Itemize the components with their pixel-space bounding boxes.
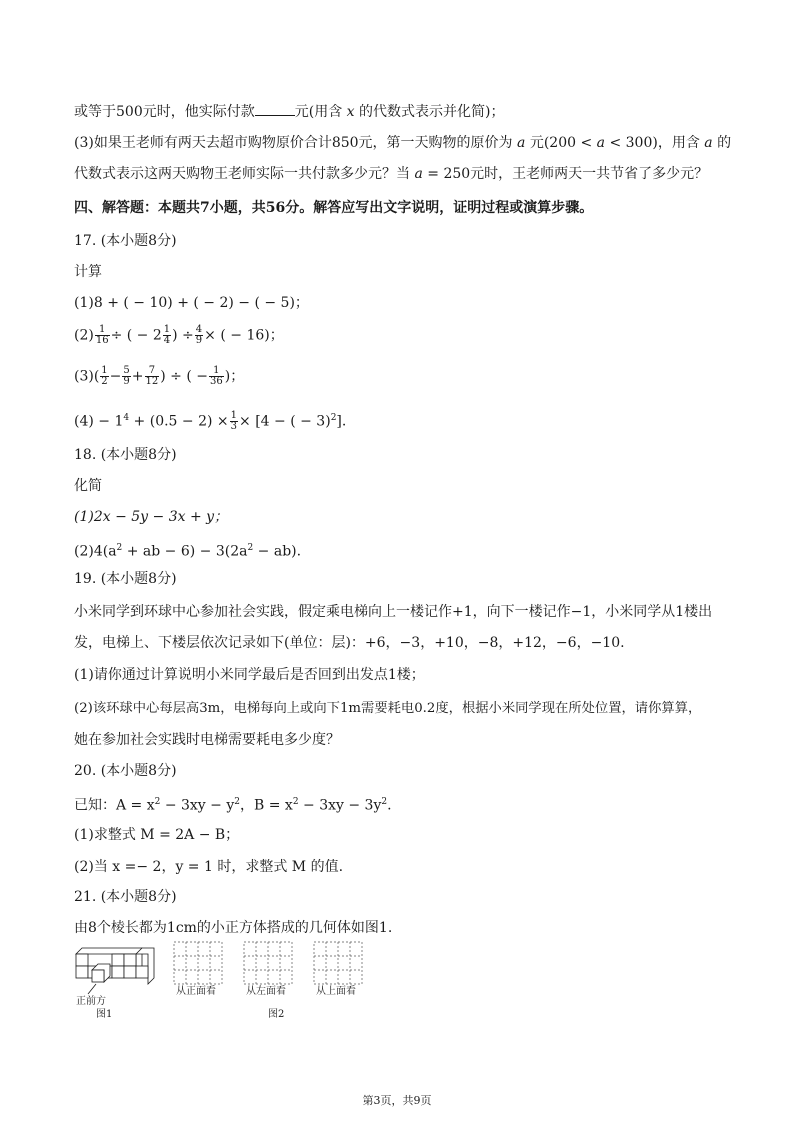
pointer-line bbox=[88, 984, 96, 994]
front-direction-label: 正前方 bbox=[76, 996, 106, 1007]
q17-part1: (1)8 + ( − 10) + ( − 2) − ( − 5)； bbox=[74, 295, 309, 311]
numerator: 1 bbox=[230, 410, 238, 422]
q21-para: 由8个棱长都为1cm的小正方体搭成的几何体如图1. bbox=[74, 920, 393, 936]
q21-heading: 21. (本小题8分) bbox=[74, 889, 177, 905]
left-view-label: 从左面看 bbox=[246, 986, 286, 997]
q18-heading: 18. (本小题8分) bbox=[74, 447, 177, 463]
q20-given bbox=[74, 793, 392, 815]
text: < 300)，用含 bbox=[609, 135, 700, 151]
q19-part1: (1)请你通过计算说明小米同学最后是否回到出发点1楼； bbox=[74, 667, 425, 683]
fraction bbox=[163, 325, 171, 346]
exponent: 2 bbox=[247, 543, 254, 553]
numerator: 4 bbox=[195, 324, 203, 335]
page-footer: 第3页，共9页 bbox=[362, 1094, 432, 1107]
front-view-label: 从正面看 bbox=[176, 986, 216, 997]
q17-part2 bbox=[74, 325, 284, 346]
cube bbox=[92, 970, 104, 982]
denominator: 4 bbox=[163, 335, 171, 346]
var-a: a bbox=[517, 135, 526, 151]
fraction bbox=[230, 411, 238, 432]
denominator: 36 bbox=[210, 376, 223, 387]
fraction bbox=[122, 366, 130, 387]
q18-part2 bbox=[74, 539, 301, 561]
cube bbox=[112, 954, 124, 966]
q18-part1: (1)2x − 5y − 3x + y； bbox=[74, 509, 229, 525]
q16-part3-line1 bbox=[74, 134, 731, 152]
text: 代数式表示这两天购物王老师实际一共付款多少元？当 bbox=[74, 166, 410, 182]
top-view-label: 从上面看 bbox=[316, 986, 356, 997]
q17-intro: 计算 bbox=[74, 264, 102, 280]
figure-2-caption: 图2 bbox=[268, 1009, 285, 1020]
denominator: 16 bbox=[95, 335, 109, 346]
text: (3)如果王老师有两天去超市购物原价合计850元，第一天购物的原价为 bbox=[74, 135, 513, 151]
numerator: 1 bbox=[209, 366, 224, 377]
q17-part4 bbox=[74, 409, 346, 432]
numerator: 1 bbox=[101, 365, 108, 376]
var-a: a bbox=[596, 135, 606, 151]
text: ) ÷ bbox=[172, 327, 194, 344]
denominator: 3 bbox=[230, 421, 238, 433]
text: 元(200 < bbox=[529, 135, 593, 151]
text: (2) bbox=[74, 327, 94, 344]
text: − bbox=[109, 368, 122, 385]
numerator: 1 bbox=[163, 324, 171, 335]
text: = 250元时，王老师两天一共节省了多少元？ bbox=[427, 166, 709, 182]
cube bbox=[76, 954, 88, 966]
cube bbox=[136, 966, 148, 978]
fraction bbox=[100, 366, 108, 387]
q18-intro: 化简 bbox=[74, 478, 102, 494]
exponent: 2 bbox=[381, 797, 388, 807]
text: . bbox=[387, 797, 392, 814]
q20-heading: 20. (本小题8分) bbox=[74, 763, 177, 779]
text: × [4 − ( − 3) bbox=[239, 413, 331, 430]
cube bbox=[124, 954, 136, 966]
q19-para-line2: 发，电梯上、下楼层依次记录如下(单位：层)：+6，−3，+10，−8，+12，−6，−10. bbox=[74, 635, 625, 651]
numerator: 5 bbox=[123, 365, 130, 376]
text: 或等于500元时，他实际付款 bbox=[74, 104, 255, 120]
var-a: a bbox=[414, 166, 423, 182]
exponent: 4 bbox=[123, 413, 130, 423]
exponent: 2 bbox=[330, 413, 337, 423]
text: ÷ ( − 2 bbox=[110, 327, 162, 344]
text: 已知：A = x bbox=[74, 797, 155, 814]
var-x: x bbox=[346, 104, 355, 120]
denominator: 9 bbox=[195, 335, 203, 346]
top-view-grid bbox=[314, 942, 362, 984]
exponent: 2 bbox=[234, 797, 240, 807]
text: − 3xy − 3y bbox=[298, 797, 382, 814]
text: ]. bbox=[336, 413, 347, 430]
continuation-line bbox=[74, 103, 504, 121]
fraction bbox=[95, 325, 110, 346]
exponent: 2 bbox=[116, 543, 123, 553]
figure-1-cube-solid bbox=[74, 942, 164, 997]
q16-part3-line2 bbox=[74, 165, 708, 183]
text: )； bbox=[224, 368, 245, 385]
text: (4) − 1 bbox=[74, 413, 124, 430]
text: × ( − 16)； bbox=[204, 327, 284, 344]
text: (2)4(a bbox=[74, 543, 117, 560]
text: (3)( bbox=[74, 368, 100, 385]
text: − ab). bbox=[253, 543, 302, 560]
text: + ab − 6) − 3(2a bbox=[122, 543, 248, 560]
q17-heading: 17. (本小题8分) bbox=[74, 233, 177, 249]
text: ，B = x bbox=[240, 797, 293, 814]
exponent: 2 bbox=[292, 797, 299, 807]
q20-part1: (1)求整式 M = 2A − B； bbox=[74, 827, 240, 843]
text: 的代数式表示并化简)； bbox=[359, 104, 505, 120]
cube bbox=[124, 966, 136, 978]
q19-heading: 19. (本小题8分) bbox=[74, 571, 177, 587]
text: 的 bbox=[717, 135, 732, 151]
fraction bbox=[209, 366, 224, 387]
numerator: 7 bbox=[145, 366, 160, 377]
left-view-grid bbox=[244, 942, 292, 984]
text: 元(用含 bbox=[294, 104, 343, 120]
denominator: 9 bbox=[123, 376, 130, 387]
figure-2-view-grids bbox=[172, 940, 372, 986]
denominator: 2 bbox=[101, 376, 108, 387]
text: − 3xy − y bbox=[160, 797, 235, 814]
text: + bbox=[131, 368, 144, 385]
q19-part2-line2: 她在参加社会实践时电梯需要耗电多少度？ bbox=[74, 732, 340, 748]
section-heading: 四、解答题：本题共7小题，共56分。解答应写出文字说明，证明过程或演算步骤。 bbox=[74, 200, 594, 216]
q20-part2: (2)当 x =− 2，y = 1 时，求整式 M 的值. bbox=[74, 859, 344, 875]
q17-part3 bbox=[74, 366, 244, 387]
var-a: a bbox=[704, 135, 713, 151]
figure-1-caption: 图1 bbox=[96, 1009, 113, 1020]
fraction bbox=[145, 366, 160, 387]
numerator: 1 bbox=[95, 325, 110, 336]
denominator: 12 bbox=[145, 376, 159, 387]
front-view-grid bbox=[174, 942, 222, 984]
fraction bbox=[195, 325, 203, 346]
cube bbox=[76, 966, 88, 978]
q19-part2-line1: (2)该环球中心每层高3m，电梯每向上或向下1m需要耗电0.2度，根据小米同学现在所处位置，请你算算， bbox=[74, 701, 702, 716]
q19-para-line1: 小米同学到环球中心参加社会实践，假定乘电梯向上一楼记作+1，向下一楼记作−1，小米同学从1楼出 bbox=[74, 604, 713, 620]
answer-blank bbox=[255, 103, 295, 116]
text: + (0.5 − 2) × bbox=[129, 413, 229, 430]
text: ) ÷ ( − bbox=[160, 368, 208, 385]
exponent: 2 bbox=[154, 797, 161, 807]
cube bbox=[112, 966, 124, 978]
